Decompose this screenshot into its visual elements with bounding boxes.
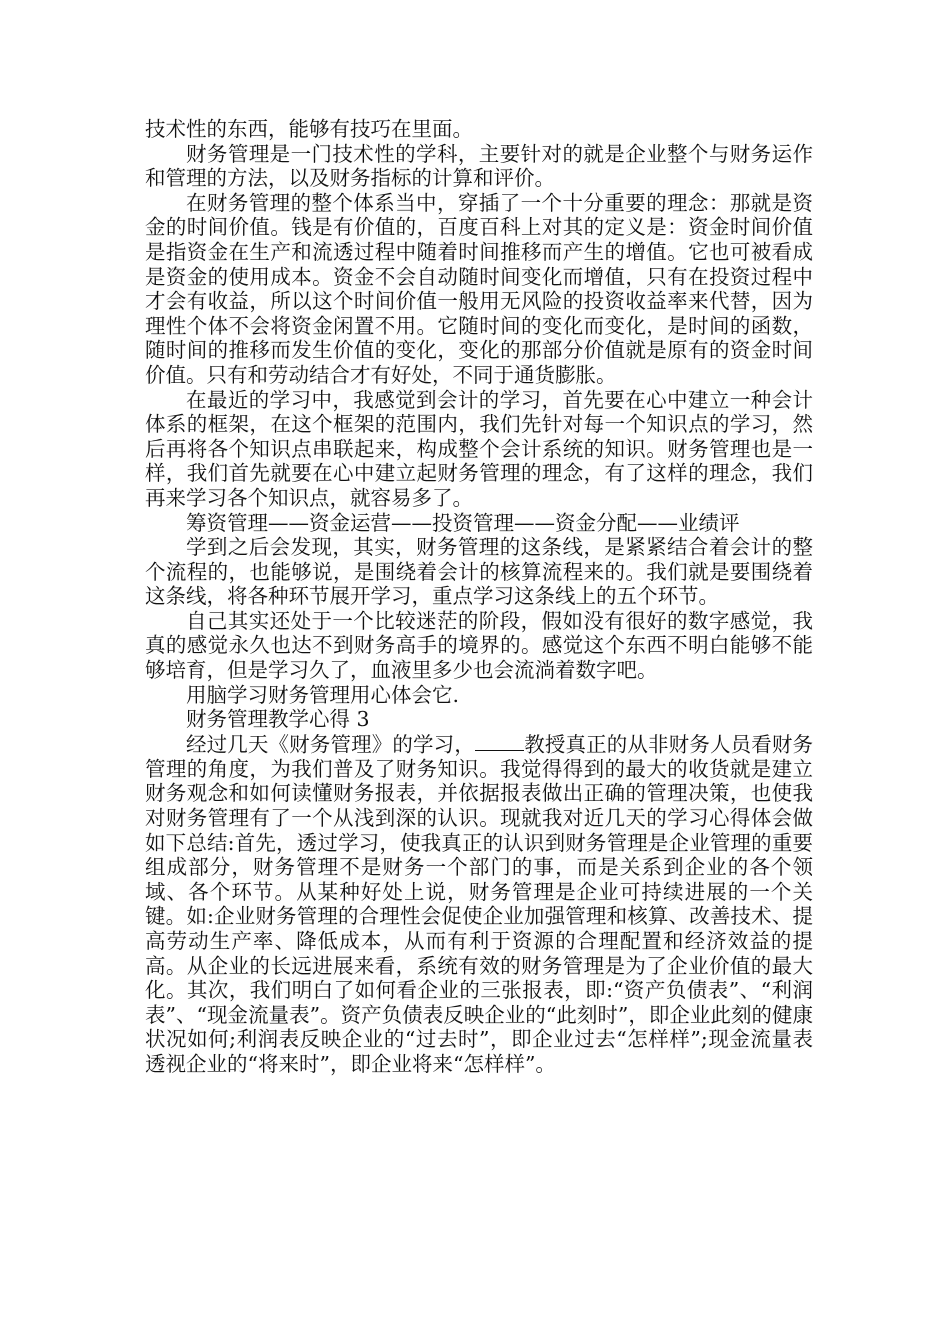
summary-text-start: 经过几天《财务管理》的学习， xyxy=(186,732,475,757)
paragraph-process-chain: 筹资管理——资金运营——投资管理——资金分配——业绩评 xyxy=(186,510,740,535)
paragraph-continuation: 技术性的东西，能够有技巧在里面。 xyxy=(145,117,473,141)
document-body xyxy=(145,117,813,1077)
paragraph-number-sense: 自己其实还处于一个比较迷茫的阶段，假如没有很好的数字感觉，我真的感觉永久也达不到财务高手的境界的。感觉这个东西不明白能够不能够培育，但是学习久了，血液里多少也会流淌着数字吧。 xyxy=(145,608,813,683)
name-blank xyxy=(475,732,524,751)
section-heading: 财务管理教学心得 3 xyxy=(186,707,370,732)
paragraph-process-line: 学到之后会发现，其实，财务管理的这条线，是紧紧结合着会计的整个流程的，也能够说，是围绕着会计的核算流程来的。我们就是要围绕着这条线，将各种环节展开学习，重点学习这条线上的五个环节。 xyxy=(145,535,813,609)
paragraph-finance-definition: 财务管理是一门技术性的学科，主要针对的就是企业整个与财务运作和管理的方法，以及财务指标的计算和评价。 xyxy=(145,141,813,191)
paragraph-time-value: 在财务管理的整个体系当中，穿插了一个十分重要的理念：那就是资金的时间价值。钱是有价值的，百度百科上对其的定义是：资金时间价值是指资金在生产和流透过程中随着时间推移而产生的增值。它也可被看成是资金的使用成本。资金不会自动随时间变化而增值，只有在投资过程中才会有收益，所以这个时间价值一般用无风险的投资收益率来代替，因为理性个体不会将资金闲置不用。它随时间的变化而变化，是时间的函数，随时间的推移而发生价值的变化，变化的那部分价值就是原有的资金时间价值。只有和劳动结合才有好处，不同于通货膨胀。 xyxy=(145,190,813,387)
summary-text-rest: 教授真正的从非财务人员看财务管理的角度，为我们普及了财务知识。我觉得得到的最大的收货就是建立财务观念和如何读懂财务报表，并依据报表做出正确的管理决策，也使我对财务管理有了一个从浅到深的认识。现就我对近几天的学习心得体会做如下总结:首先，透过学习，使我真正的认识到财务管理是企业管理的重要组成部分，财务管理不是财务一个部门的事，而是关系到企业的各个领域、各个环节。从某种好处上说，财务管理是企业可持续进展的一个关键。如:企业财务管理的合理性会促使企业加强管理和核算、改善技术、提高劳动生产率、降低成本，从而有利于资源的合理配置和经济效益的提高。从企业的长远进展来看，系统有效的财务管理是为了企业价值的最大化。其次，我们明白了如何看企业的三张报表，即:“资产负债表”、“利润表”、“现金流量表”。资产负债表反映企业的“此刻时”，即企业此刻的健康状况如何;利润表反映企业的“过去时”，即企业过去“怎样样”;现金流量表透视企业的“将来时”，即企业将来“怎样样”。 xyxy=(145,732,813,1076)
paragraph-study-motto: 用脑学习财务管理用心体会它. xyxy=(186,682,460,707)
paragraph-accounting-framework: 在最近的学习中，我感觉到会计的学习，首先要在心中建立一种会计体系的框架，在这个框架的范围内，我们先针对每一个知识点的学习，然后再将各个知识点串联起来，构成整个会计系统的知识。财务管理也是一样，我们首先就要在心中建立起财务管理的理念，有了这样的理念，我们再来学习各个知识点，就容易多了。 xyxy=(145,387,813,510)
paragraph-course-summary xyxy=(145,732,813,1077)
